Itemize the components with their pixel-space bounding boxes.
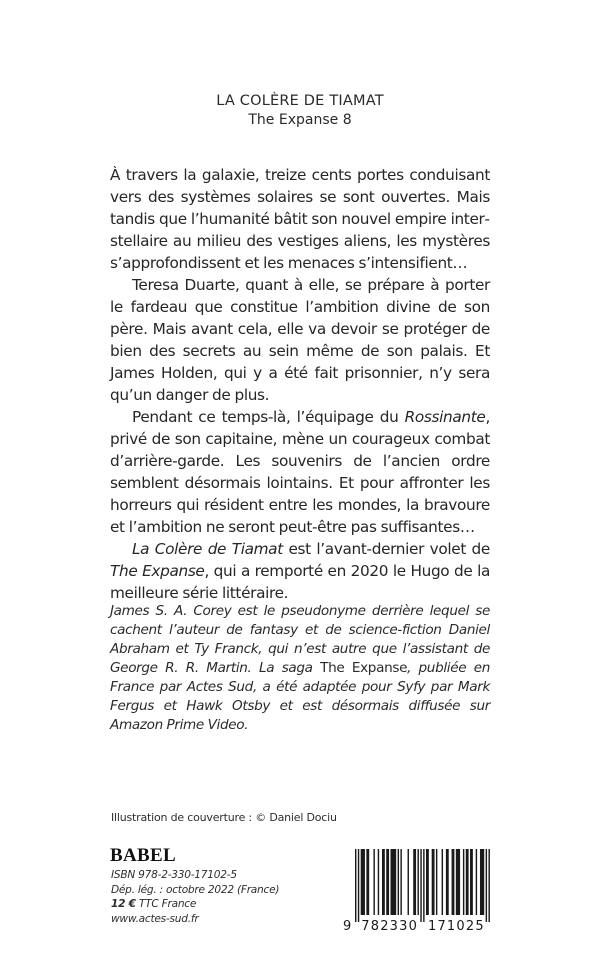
barcode-bar bbox=[378, 849, 379, 915]
p3-text-before: Pendant ce temps-là, l’équipage du bbox=[132, 408, 405, 426]
isbn: ISBN 978-2-330-17102-5 bbox=[111, 869, 237, 881]
barcode-bar bbox=[426, 849, 429, 915]
p3-text-after: , privé de son capitaine, mène un courageux combat d’arrière-garde. Les souvenirs de l’ancien ordre semblent désormais lointains. Et pour affronter les horreurs qui résident entre les mondes, la bravoure et l’ambition ne seront peut-être pas suffisantes… bbox=[110, 408, 490, 536]
author-bio bbox=[110, 602, 490, 735]
barcode-bar bbox=[386, 849, 389, 915]
barcode-bar bbox=[488, 849, 489, 922]
barcode-bar bbox=[463, 849, 464, 915]
barcode-bar bbox=[436, 849, 437, 915]
barcode-bar bbox=[420, 849, 421, 922]
price-line bbox=[111, 897, 279, 912]
barcode-bar bbox=[417, 849, 418, 915]
website: www.actes-sud.fr bbox=[111, 912, 199, 925]
blurb bbox=[110, 164, 490, 604]
barcode-bar bbox=[470, 849, 473, 915]
publisher-logo: BABEL bbox=[110, 845, 176, 866]
barcode-digits-right: 171025 bbox=[428, 919, 484, 934]
p4-text-after: , qui a remporté en 2020 le Hugo de la meilleure série littéraire. bbox=[110, 562, 490, 602]
barcode-bar bbox=[366, 849, 369, 915]
price: 12 € bbox=[111, 898, 136, 911]
price-suffix: TTC France bbox=[135, 898, 197, 911]
ship-name: Rossinante bbox=[404, 408, 486, 426]
barcode-bar bbox=[442, 849, 443, 915]
barcode-bar bbox=[361, 849, 365, 915]
barcode-bar bbox=[373, 849, 374, 915]
legal-deposit: Dép. lég. : octobre 2022 (France) bbox=[111, 883, 280, 896]
ean-barcode bbox=[338, 846, 494, 938]
title-block bbox=[0, 92, 600, 130]
barcode-digits-left: 782330 bbox=[361, 919, 417, 934]
series-name-italic: The Expanse bbox=[110, 562, 205, 580]
barcode-first-digit: 9 bbox=[343, 919, 352, 934]
author-bio-paragraph bbox=[110, 602, 490, 735]
barcode-bar bbox=[476, 849, 477, 915]
barcode-bar bbox=[452, 849, 455, 915]
barcode-bar bbox=[480, 849, 484, 915]
series-subtitle: The Expanse 8 bbox=[248, 112, 352, 128]
barcode-bar bbox=[423, 849, 424, 922]
bio-text-after: , publiée en France par Actes Sud, a été adaptée pour Syfy par Mark Fergus et Hawk Otsby et est désormais diffusée sur Amazon Prime Video. bbox=[110, 660, 490, 733]
barcode-bar bbox=[466, 849, 469, 915]
blurb-paragraph-1: À travers la galaxie, treize cents portes conduisant vers des systèmes solaires se sont ouvertes. Mais tandis que l’humanité bâtit son nouvel empire interstellaire au milieu des vestiges aliens, les mystères s’approfondissent et les menaces s’intensifient… bbox=[110, 166, 490, 272]
barcode-bar bbox=[408, 849, 409, 915]
barcode-bar bbox=[398, 849, 399, 915]
barcode-bar bbox=[391, 849, 397, 915]
barcode-bar bbox=[355, 849, 356, 922]
blurb-paragraph-3 bbox=[110, 406, 490, 538]
blurb-paragraph-2: Teresa Duarte, quant à elle, se prépare à porter le fardeau que constitue l’ambition divine de son père. Mais avant cela, elle va devoir se protéger de bien des secrets au sein même de son palais. Et James Holden, qui y a été fait prisonnier, n’y sera qu’un danger de plus. bbox=[110, 276, 490, 404]
blurb-paragraph-4 bbox=[110, 538, 490, 604]
barcode-graphic bbox=[338, 846, 494, 938]
legal-info bbox=[111, 868, 279, 926]
book-title-italic: La Colère de Tiamat bbox=[132, 540, 283, 558]
cover-credit: Illustration de couverture : © Daniel Dociu bbox=[111, 811, 337, 824]
barcode-bar bbox=[446, 849, 449, 915]
barcode-bar bbox=[486, 849, 487, 922]
barcode-bar bbox=[432, 849, 435, 915]
bio-text-before: James S. A. Corey est le pseudonyme derrière lequel se cachent l’auteur de fantasy et de science-fiction Daniel Abraham et Ty Franck, qui n’est autre que l’assistant de George R. R. Martin. La saga bbox=[110, 603, 490, 676]
barcode-bar bbox=[413, 849, 416, 915]
barcode-bar bbox=[358, 849, 359, 922]
barcode-bar bbox=[382, 849, 385, 915]
bio-series-name: The Expanse bbox=[320, 660, 408, 676]
book-title: LA COLÈRE DE TIAMAT bbox=[216, 93, 384, 109]
barcode-bar bbox=[456, 849, 460, 915]
barcode-bar bbox=[400, 849, 401, 915]
p4-text-middle: est l’avant-dernier volet de bbox=[282, 540, 490, 558]
